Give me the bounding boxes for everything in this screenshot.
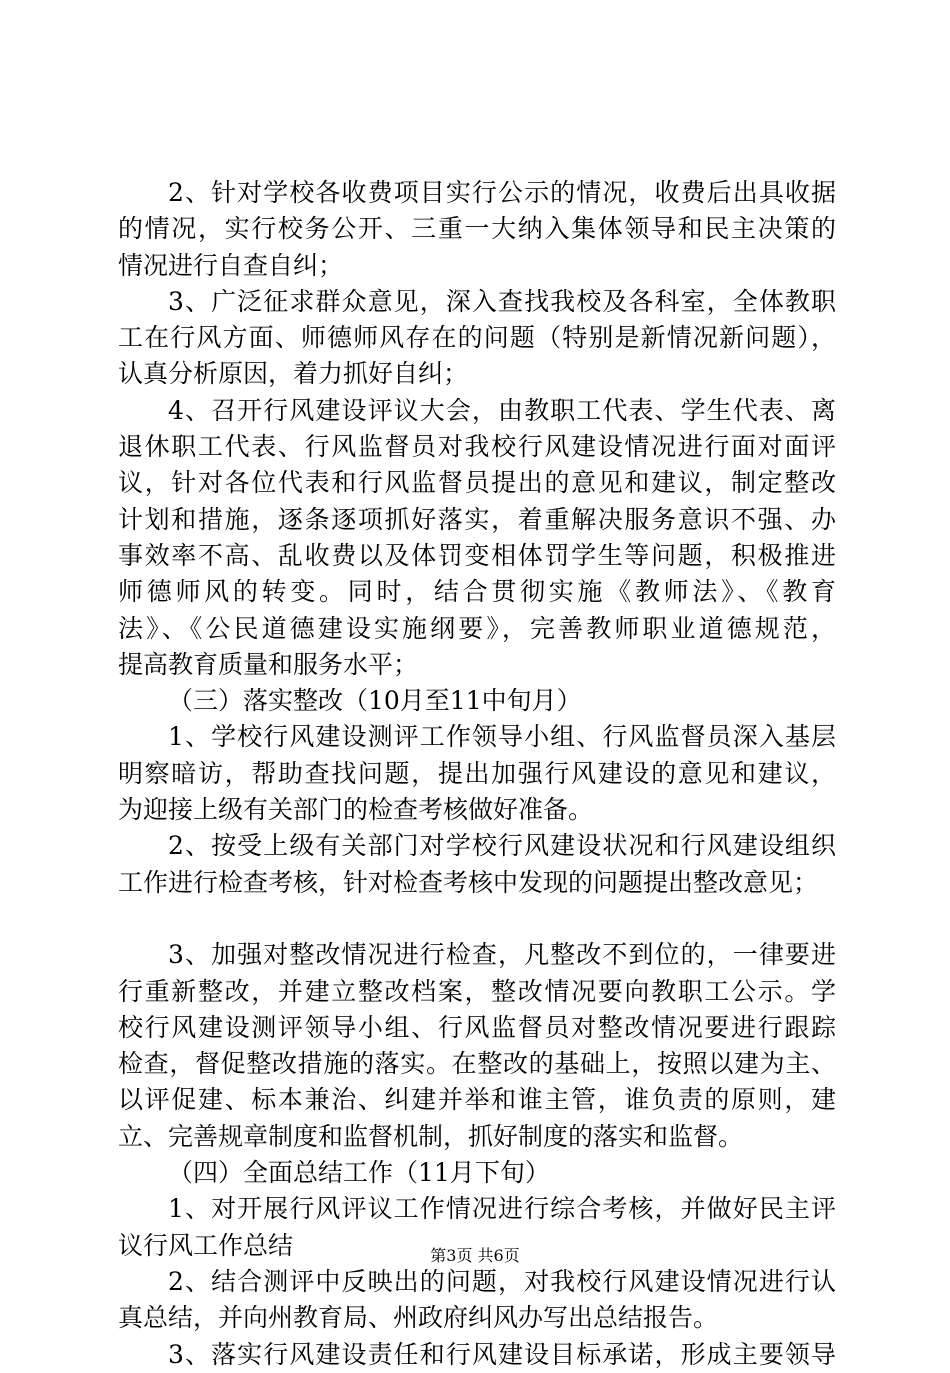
text-line: 3、加强对整改情况进行检查，凡整改不到位的，一律要进 <box>168 940 836 970</box>
text-line: 行重新整改，并建立整改档案，整改情况要向教职工公示。学 <box>118 976 836 1006</box>
text-line: 1、学校行风建设测评工作领导小组、行风监督员深入基层 <box>168 722 836 752</box>
paragraph <box>118 284 836 393</box>
text-line: 明察暗访，帮助查找问题，提出加强行风建设的意见和建议， <box>118 758 836 788</box>
text-line: 情况进行自查自纠； <box>118 250 344 280</box>
paragraph <box>118 1337 836 1373</box>
paragraph <box>118 828 836 901</box>
text-line: 议，针对各位代表和行风监督员提出的意见和建议，制定整改 <box>118 468 836 498</box>
text-line: 2、针对学校各收费项目实行公示的情况，收费后出具收据 <box>168 178 836 207</box>
text-line: 以评促建、标本兼治、纠建并举和谁主管，谁负责的原则，建 <box>118 1085 836 1115</box>
paragraph <box>118 719 836 828</box>
text-line: 工作进行检查考核，针对检查考核中发现的问题提出整改意见； <box>118 867 819 897</box>
paragraph <box>118 393 836 683</box>
text-line: 议行风工作总结 <box>118 1230 294 1260</box>
page-footer: 第3页 共6页 <box>430 1246 520 1265</box>
paragraph <box>118 937 836 1155</box>
paragraph-gap <box>118 901 836 937</box>
text-line: （三）落实整改（10月至11中旬月） <box>168 686 582 716</box>
text-line: 立、完善规章制度和监督机制，抓好制度的落实和监督。 <box>118 1121 744 1151</box>
text-line: 工在行风方面、师德师风存在的问题（特别是新情况新问题）， <box>118 323 836 353</box>
paragraph <box>118 1264 836 1337</box>
text-line: 法》、《公民道德建设实施纲要》，完善教师职业道德规范， <box>118 613 836 643</box>
text-line: （四）全面总结工作（11月下旬） <box>168 1158 550 1188</box>
text-line: 事效率不高、乱收费以及体罚变相体罚学生等问题，积极推进 <box>118 540 836 570</box>
text-line: 2、结合测评中反映出的问题，对我校行风建设情况进行认 <box>168 1266 836 1296</box>
text-line: 计划和措施，逐条逐项抓好落实，着重解决服务意识不强、办 <box>118 504 836 534</box>
text-line: 退休职工代表、行风监督员对我校行风建设情况进行面对面评 <box>118 432 836 462</box>
text-line: 3、落实行风建设责任和行风建设目标承诺，形成主要领导 <box>168 1339 836 1369</box>
text-line: 3、广泛征求群众意见，深入查找我校及各科室，全体教职 <box>168 286 836 316</box>
text-line: 的情况，实行校务公开、三重一大纳入集体领导和民主决策的 <box>118 214 836 244</box>
section-heading <box>118 1155 836 1191</box>
text-line: 检查，督促整改措施的落实。在整改的基础上，按照以建为主、 <box>118 1049 836 1079</box>
text-line: 1、对开展行风评议工作情况进行综合考核，并做好民主评 <box>168 1194 836 1224</box>
text-line: 提高教育质量和服务水平； <box>118 649 419 679</box>
text-line: 师德师风的转变。同时，结合贯彻实施《教师法》、《教育 <box>118 577 836 607</box>
section-heading <box>118 683 836 719</box>
text-line: 4、召开行风建设评议大会，由教职工代表、学生代表、离 <box>168 395 836 425</box>
text-line: 2、按受上级有关部门对学校行风建设状况和行风建设组织 <box>168 831 836 861</box>
text-line: 校行风建设测评领导小组、行风监督员对整改情况要进行跟踪 <box>118 1012 836 1042</box>
document-body <box>118 175 836 1373</box>
text-line: 认真分析原因，着力抓好自纠； <box>118 359 469 389</box>
text-line: 真总结，并向州教育局、州政府纠风办写出总结报告。 <box>118 1303 719 1333</box>
text-line: 为迎接上级有关部门的检查考核做好准备。 <box>118 795 594 825</box>
paragraph <box>118 175 836 284</box>
